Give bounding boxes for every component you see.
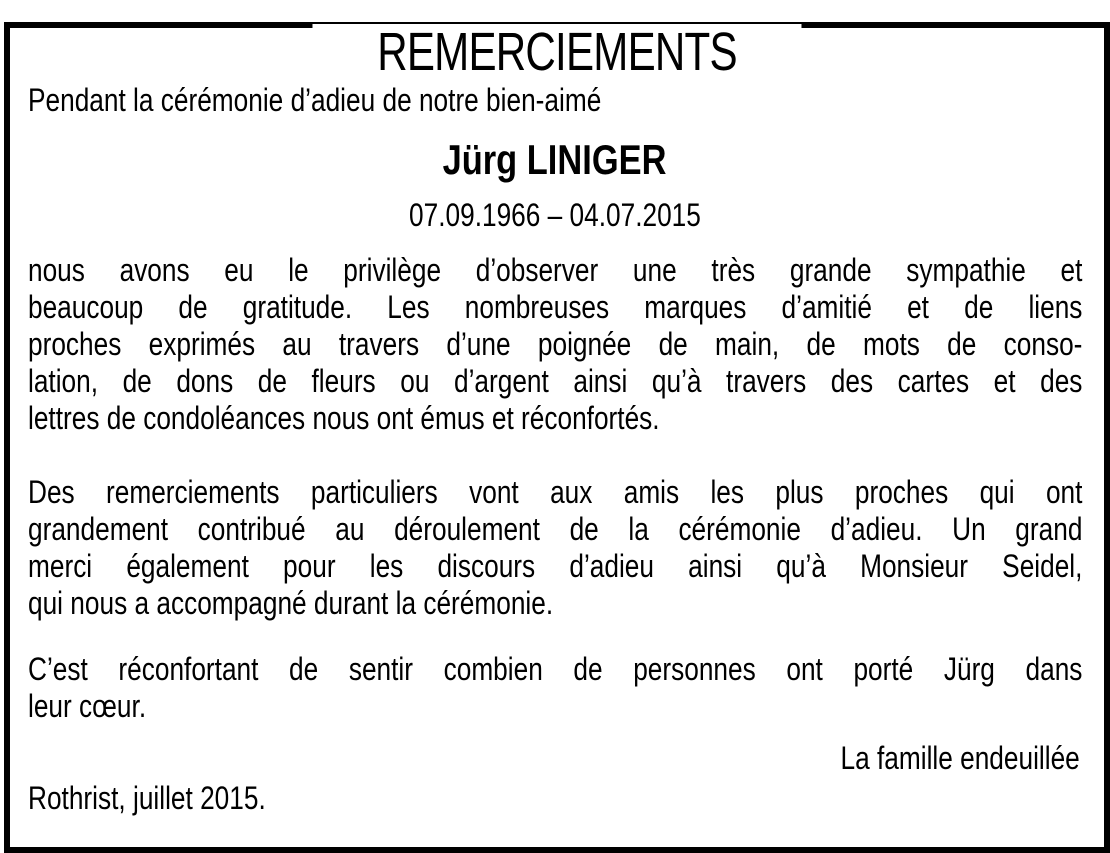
notice-title: REMERCIEMENTS bbox=[312, 24, 801, 80]
paragraph-1 bbox=[28, 252, 1082, 437]
paragraph-3 bbox=[28, 651, 1082, 725]
paragraph-line: Des remerciements particuliers vont aux amis les plus proches qui ont bbox=[28, 474, 1083, 510]
paragraph-line: lation, de dons de fleurs ou d’argent ainsi qu’à travers des cartes et des bbox=[28, 363, 1083, 399]
paragraph-line: lettres de condoléances nous ont émus et réconfortés. bbox=[28, 400, 660, 436]
paragraph-2 bbox=[28, 474, 1082, 622]
paragraph-line: C’est réconfortant de sentir combien de personnes ont porté Jürg dans bbox=[28, 651, 1083, 687]
deceased-dates: 07.09.1966 – 04.07.2015 bbox=[409, 197, 701, 233]
paragraph-line: qui nous a accompagné durant la cérémonie. bbox=[28, 585, 554, 621]
paragraph-line: grandement contribué au déroulement de la cérémonie d’adieu. Un grand bbox=[28, 511, 1083, 547]
intro-text: Pendant la cérémonie d’adieu de notre bien-aimé bbox=[28, 82, 602, 118]
paragraph-line: proches exprimés au travers d’une poignée de main, de mots de conso- bbox=[28, 326, 1083, 362]
deceased-name: Jürg LINIGER bbox=[443, 136, 667, 183]
paragraph-line: merci également pour les discours d’adieu ainsi qu’à Monsieur Seidel, bbox=[28, 548, 1083, 584]
paragraph-line: nous avons eu le privilège d’observer une très grande sympathie et bbox=[28, 252, 1083, 288]
paragraph-line: leur cœur. bbox=[28, 688, 147, 724]
place-date: Rothrist, juillet 2015. bbox=[28, 780, 266, 816]
paragraph-line: beaucoup de gratitude. Les nombreuses marques d’amitié et de liens bbox=[28, 289, 1083, 325]
signature: La famille endeuillée bbox=[840, 740, 1080, 776]
